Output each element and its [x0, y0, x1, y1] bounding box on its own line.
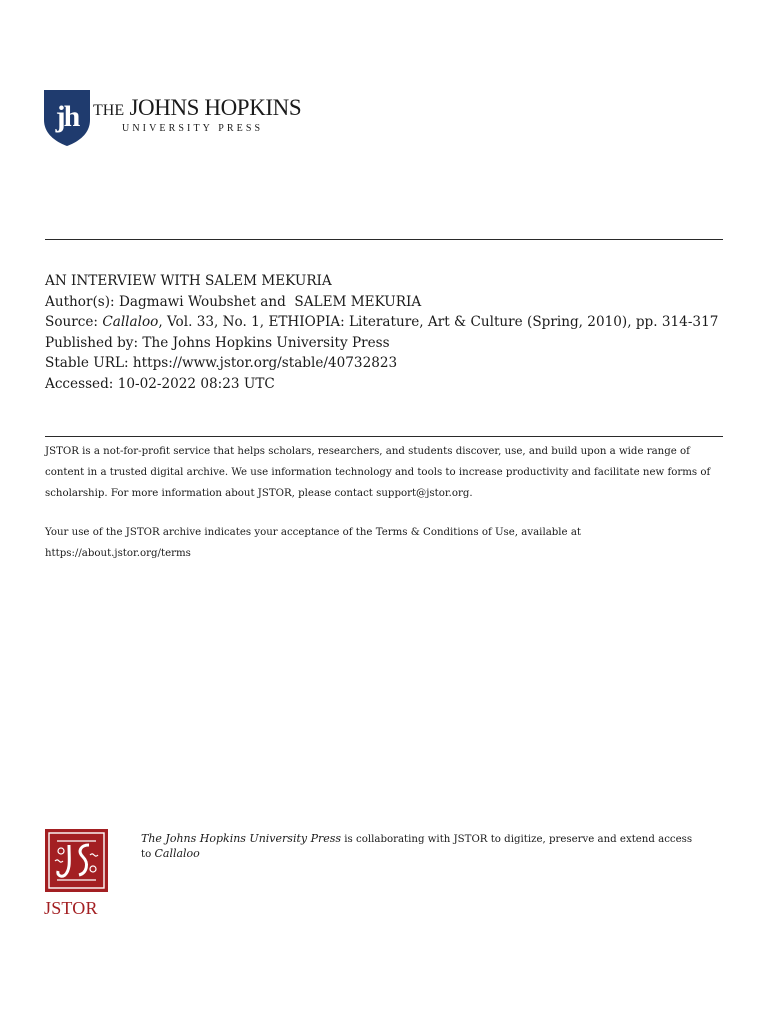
- collab-journal: Callaloo: [154, 847, 200, 860]
- jstor-logo: [44, 829, 110, 921]
- jstor-seal-icon: [45, 829, 108, 892]
- article-accessed: Accessed: 10-02-2022 08:23 UTC: [45, 375, 275, 392]
- middle-divider: [45, 436, 723, 437]
- jstor-about-notice: JSTOR is a not-for-profit service that helps scholars, researchers, and students discover, use, and build upon a wide range of content in a trusted digital archive. We use information technology and tools to increase productivity and facilitate new forms of scholarship. For more information about JSTOR, please contact support@jstor.org.: [45, 446, 711, 499]
- publisher-name-article: THE: [93, 102, 125, 119]
- jhu-shield-icon: [44, 90, 90, 146]
- source-label: Source:: [45, 314, 103, 331]
- article-stable-url[interactable]: Stable URL: https://www.jstor.org/stable/40732823: [45, 355, 398, 372]
- article-title: AN INTERVIEW WITH SALEM MEKURIA: [45, 273, 332, 289]
- publisher-subtitle: UNIVERSITY PRESS: [122, 123, 264, 134]
- article-authors: [45, 292, 725, 313]
- publisher-name-main: JOHNS HOPKINS: [129, 95, 302, 120]
- source-details: , Vol. 33, No. 1, ETHIOPIA: Literature, Art & Culture (Spring, 2010), pp. 314-317: [158, 314, 719, 331]
- article-metadata: [45, 271, 725, 395]
- top-divider: [45, 239, 723, 240]
- source-journal: Callaloo: [102, 314, 159, 331]
- article-publisher: Published by: The Johns Hopkins University Press: [45, 334, 390, 351]
- collab-publisher: The Johns Hopkins University Press: [141, 832, 342, 845]
- terms-notice: Your use of the JSTOR archive indicates your acceptance of the Terms & Conditions of Use, available at https://about.jstor.org/terms: [45, 527, 581, 559]
- publisher-logo: [44, 90, 302, 148]
- collab-middle: is collaborating with JSTOR to digitize, preserve and extend access to: [141, 834, 693, 860]
- author-label: Author(s):: [45, 293, 119, 310]
- collaboration-statement: [141, 832, 701, 862]
- svg-text:jh: jh: [55, 100, 79, 133]
- article-source: [45, 312, 725, 333]
- jstor-wordmark: JSTOR: [44, 898, 98, 918]
- author-names: Dagmawi Woubshet and SALEM MEKURIA: [118, 293, 422, 310]
- publisher-name: [93, 96, 301, 119]
